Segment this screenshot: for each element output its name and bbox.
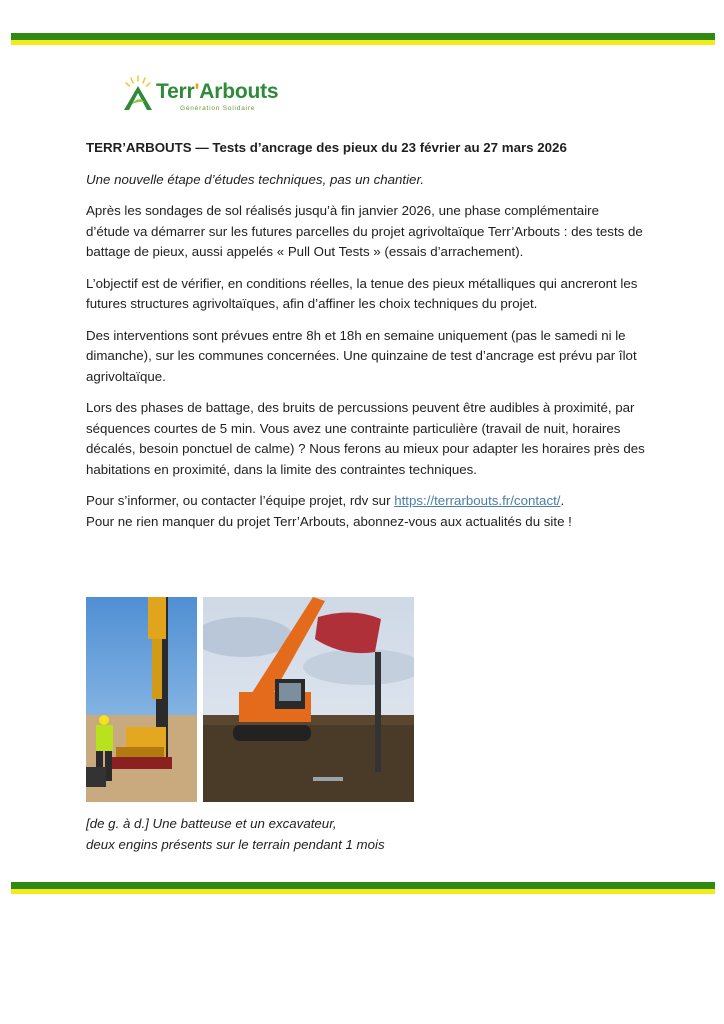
article-title: TERR’ARBOUTS — Tests d’ancrage des pieux du 23 février au 27 mars 2026 bbox=[86, 140, 567, 155]
terrarbouts-logo bbox=[118, 74, 288, 118]
caption-line-1: [de g. à d.] Une batteuse et un excavateur, bbox=[86, 816, 337, 831]
paragraph-6: Pour ne rien manquer du projet Terr’Arbouts, abonnez-vous aux actualités du site ! bbox=[86, 513, 572, 529]
paragraph-5: Pour s’informer, ou contacter l’équipe projet, rdv sur https://terrarbouts.fr/contact/. bbox=[86, 493, 565, 508]
paragraph-4: Lors des phases de battage, des bruits de percussions peuvent être audibles à proximité, par séquences courtes de 5 min. Vous avez une contrainte particulière (travail de nuit, horaires décalés, besoin ponctuel de calme) ? Nous ferons au mieux pour adapter les horaires près des habitations en proximité, dans la limite des contraintes techniques. bbox=[86, 400, 645, 477]
excavator-photo bbox=[203, 597, 414, 802]
caption-line-2: deux engins présents sur le terrain pendant 1 mois bbox=[86, 836, 385, 852]
logo-tagline: Génération Solidaire bbox=[180, 105, 256, 112]
sun-leaf-icon bbox=[118, 74, 158, 114]
top-color-band bbox=[11, 33, 715, 45]
logo-wordmark: Terr'Arbouts bbox=[156, 80, 279, 103]
pile-driver-photo bbox=[86, 597, 197, 802]
article-subtitle: Une nouvelle étape d’études techniques, pas un chantier. bbox=[86, 171, 425, 187]
paragraph-3: Des interventions sont prévues entre 8h et 18h en semaine uniquement (pas le samedi ni le dimanche), sur les communes concernées. Une quinzaine de test d’ancrage est prévu par îlot agrivoltaïque. bbox=[86, 327, 637, 384]
paragraph-1: Après les sondages de sol réalisés jusqu’à fin janvier 2026, une phase complémentaire d’étude va démarrer sur les futures parcelles du projet agrivoltaïque Terr’Arbouts : des tests de battage de pieux, aussi appelés « Pull Out Tests » (essais d’arrachement). bbox=[86, 203, 643, 259]
article-body bbox=[86, 138, 646, 543]
paragraph-2: L’objectif est de vérifier, en conditions réelles, la tenue des pieux métalliques qui ancreront les futures structures agrivoltaïques, afin d’affiner les choix techniques du projet. bbox=[86, 275, 638, 311]
bottom-color-band bbox=[11, 882, 715, 894]
photo-caption bbox=[86, 814, 486, 855]
contact-link[interactable]: https://terrarbouts.fr/contact/ bbox=[394, 493, 561, 508]
